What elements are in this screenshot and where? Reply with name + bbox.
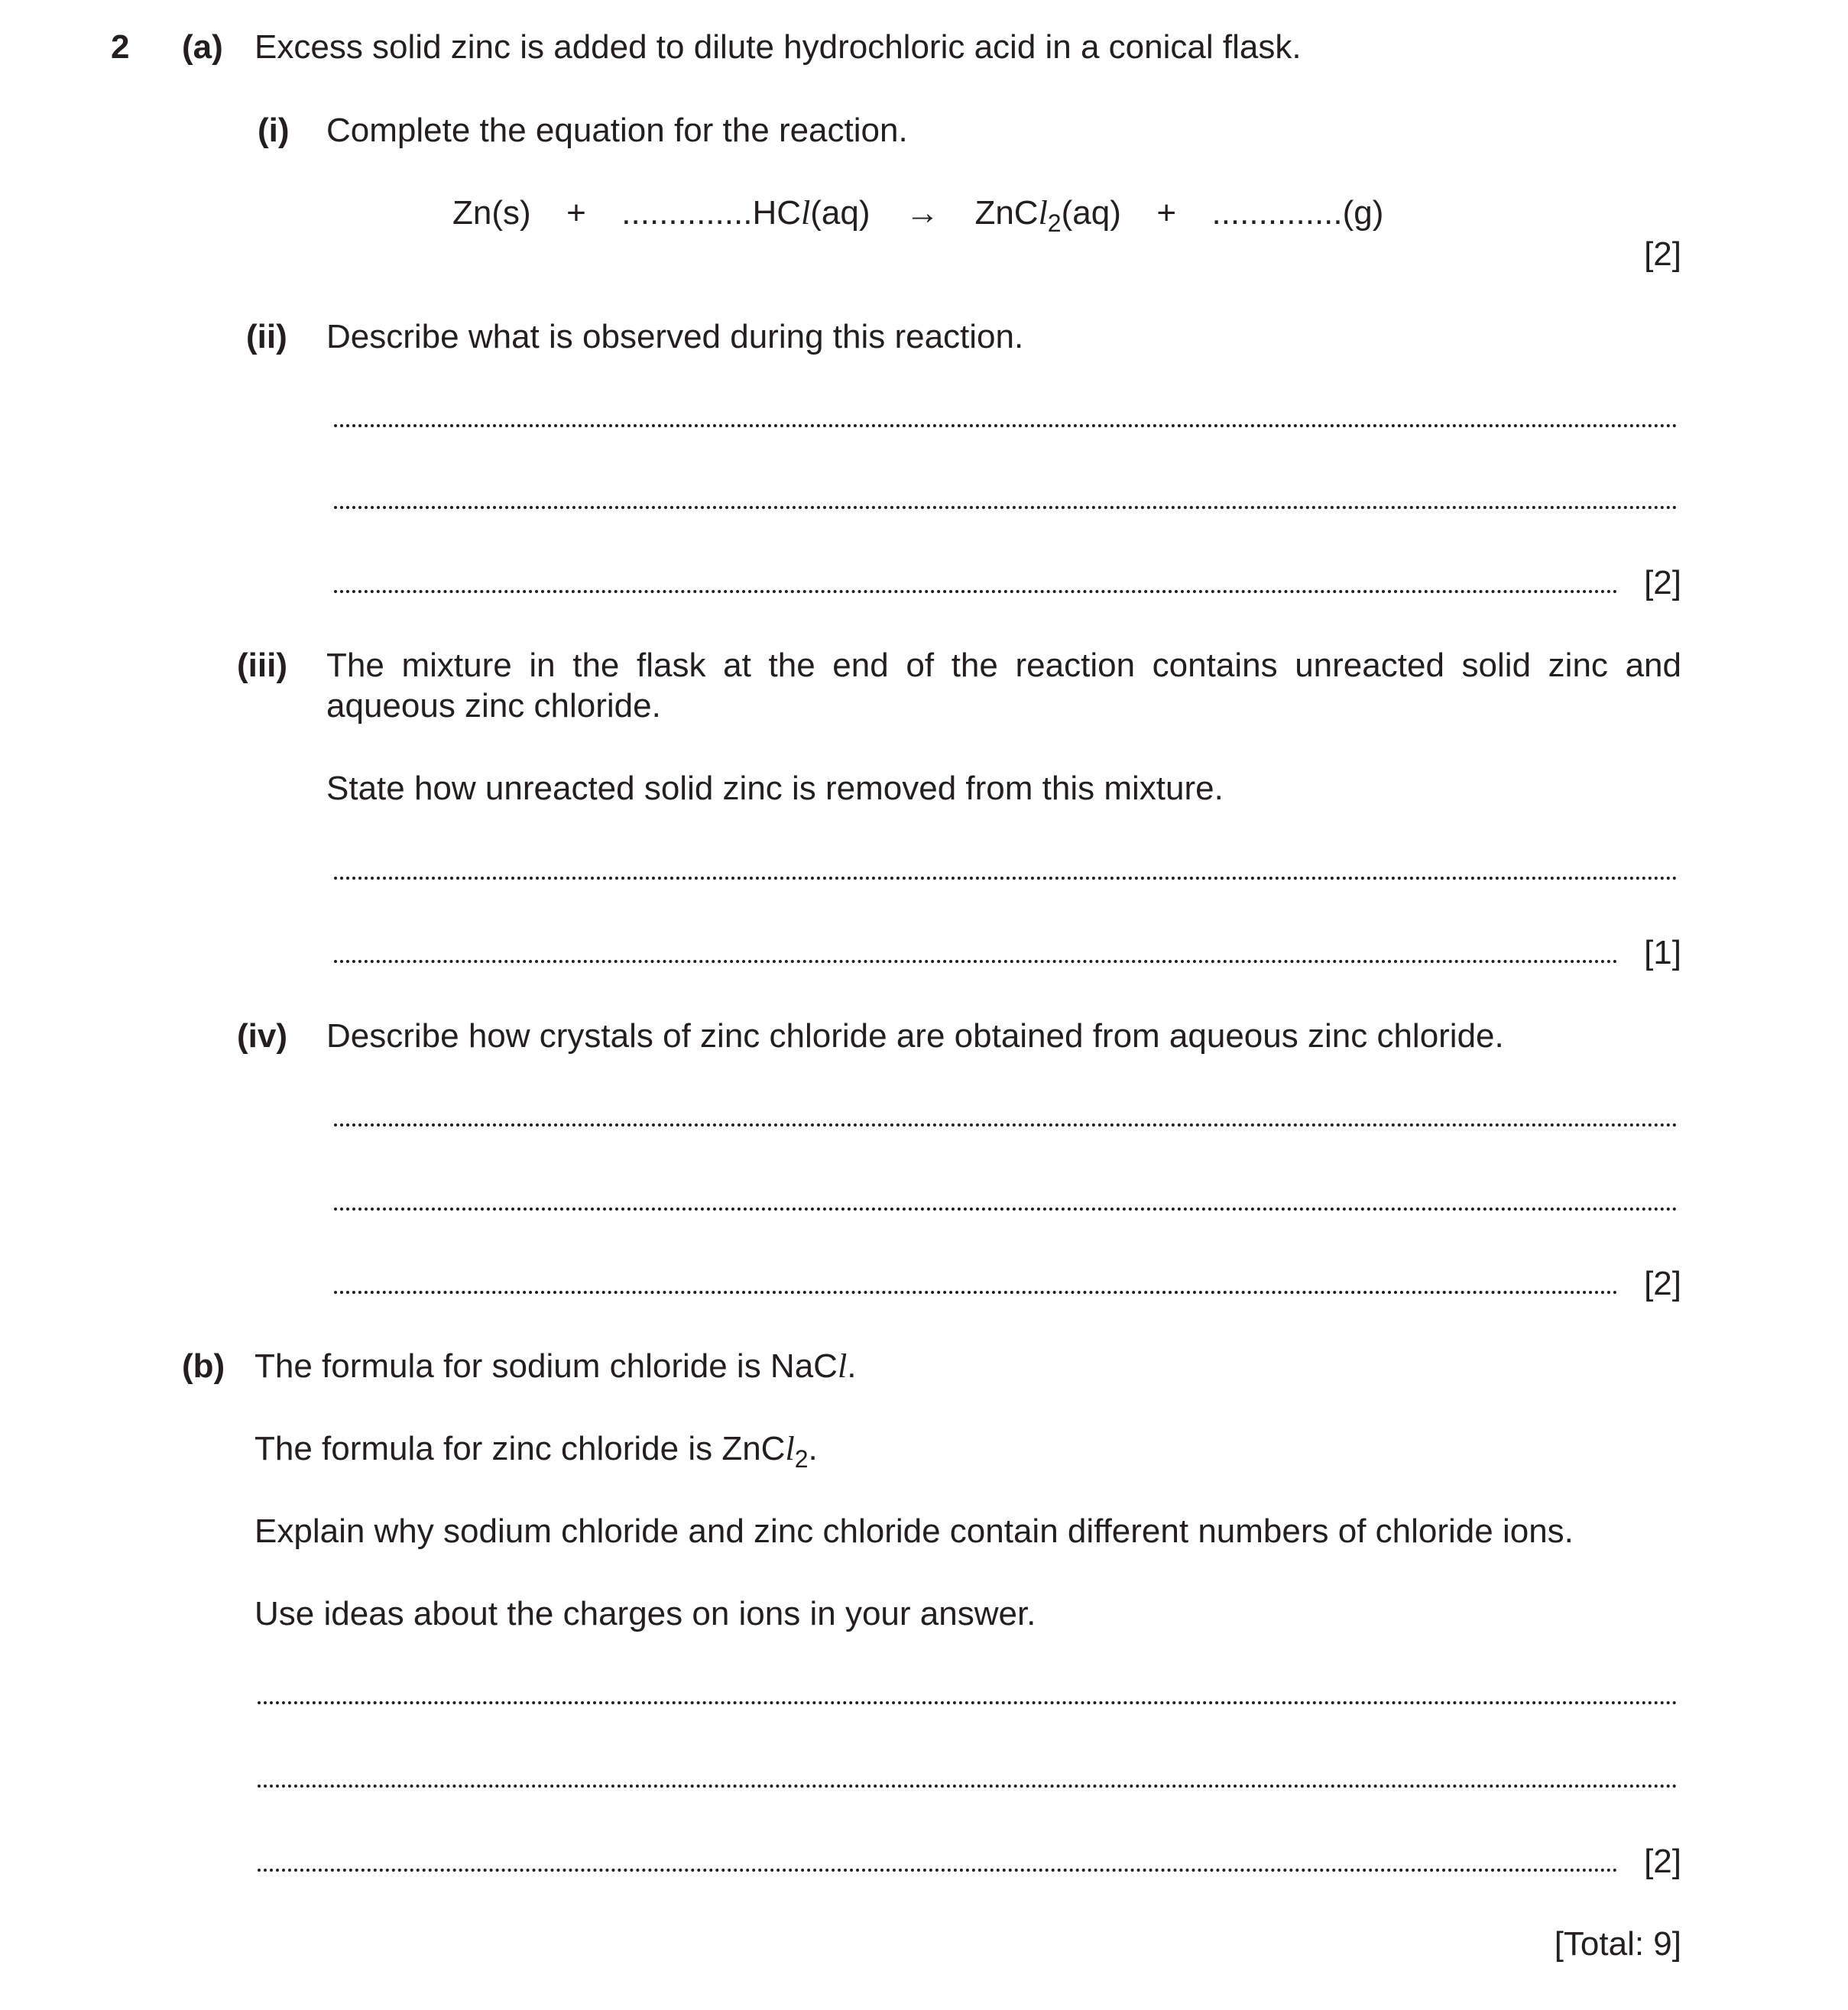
part-a-i-prompt: Complete the equation for the reaction.: [326, 112, 908, 149]
answer-line-iv-2[interactable]: [334, 1208, 1678, 1211]
part-b-line-3: Explain why sodium chloride and zinc chloride contain different numbers of chloride ions.: [255, 1512, 1574, 1550]
part-b-label: (b): [182, 1347, 225, 1385]
eq-plus-1: +: [566, 194, 586, 232]
eq-zncl-znc: ZnC: [974, 194, 1039, 232]
part-a-i-marks: [2]: [1644, 235, 1681, 273]
part-b-line-1-end: .: [847, 1347, 857, 1385]
answer-line-iii-1[interactable]: [334, 877, 1678, 880]
answer-line-ii-2[interactable]: [334, 506, 1678, 509]
eq-arrow: →: [905, 194, 939, 232]
part-b-line-2-end: .: [808, 1430, 818, 1467]
eq-zncl-l: l: [1038, 194, 1048, 232]
part-b-line-1-text: The formula for sodium chloride is NaC: [255, 1347, 838, 1385]
eq-blank-1[interactable]: ..............: [621, 194, 753, 232]
part-a-ii-prompt: Describe what is observed during this reaction.: [326, 318, 1024, 355]
eq-plus-2: +: [1156, 194, 1177, 232]
total-marks: [Total: 9]: [1554, 1925, 1681, 1963]
answer-line-b-2[interactable]: [258, 1785, 1678, 1788]
part-a-label: (a): [182, 28, 223, 66]
question-number: 2: [111, 28, 130, 66]
part-b-line-1: [255, 1347, 856, 1387]
answer-line-ii-3[interactable]: [334, 590, 1618, 593]
part-a-i-label: (i): [258, 112, 290, 149]
part-a-iv-marks: [2]: [1644, 1265, 1681, 1302]
part-a-iii-line-2: aqueous zinc chloride.: [326, 687, 661, 725]
eq-hcl-hc: HC: [752, 194, 802, 232]
eq-zncl-sub: 2: [1047, 209, 1062, 237]
eq-blank-2[interactable]: ..............: [1211, 194, 1343, 232]
part-b-line-2-text: The formula for zinc chloride is ZnC: [255, 1430, 786, 1467]
answer-line-b-3[interactable]: [258, 1869, 1618, 1872]
part-a-iii-label: (iii): [237, 647, 287, 684]
part-a-iv-label: (iv): [237, 1017, 287, 1055]
answer-line-iii-2[interactable]: [334, 960, 1618, 963]
part-b-line-2: [255, 1429, 818, 1473]
part-b-line-4: Use ideas about the charges on ions in your answer.: [255, 1595, 1036, 1632]
eq-zncl-state: (aq): [1061, 194, 1121, 232]
eq-hcl-state: (aq): [810, 194, 871, 232]
part-a-iii-line-1: The mixture in the flask at the end of the reaction contains unreacted solid zinc and: [326, 647, 1681, 684]
eq-zn: Zn(s): [452, 194, 531, 232]
part-b-line-2-sub: 2: [794, 1445, 809, 1473]
answer-line-iv-1[interactable]: [334, 1123, 1678, 1127]
part-a-iii-prompt: State how unreacted solid zinc is removed from this mixture.: [326, 770, 1224, 807]
part-b-line-1-l: l: [837, 1347, 848, 1385]
answer-line-iv-3[interactable]: [334, 1291, 1618, 1294]
part-a-iv-prompt: Describe how crystals of zinc chloride are obtained from aqueous zinc chloride.: [326, 1017, 1504, 1055]
answer-line-ii-1[interactable]: [334, 424, 1678, 427]
reaction-equation: [452, 193, 1384, 237]
part-b-line-2-l: l: [785, 1430, 795, 1467]
eq-hcl-l: l: [801, 194, 811, 232]
part-b-marks: [2]: [1644, 1843, 1681, 1880]
part-a-stem: Excess solid zinc is added to dilute hydrochloric acid in a conical flask.: [255, 28, 1302, 66]
part-a-ii-label: (ii): [246, 318, 287, 355]
answer-line-b-1[interactable]: [258, 1701, 1678, 1704]
eq-gas-state: (g): [1342, 194, 1384, 232]
part-a-iii-marks: [1]: [1644, 934, 1681, 971]
part-a-ii-marks: [2]: [1644, 564, 1681, 601]
